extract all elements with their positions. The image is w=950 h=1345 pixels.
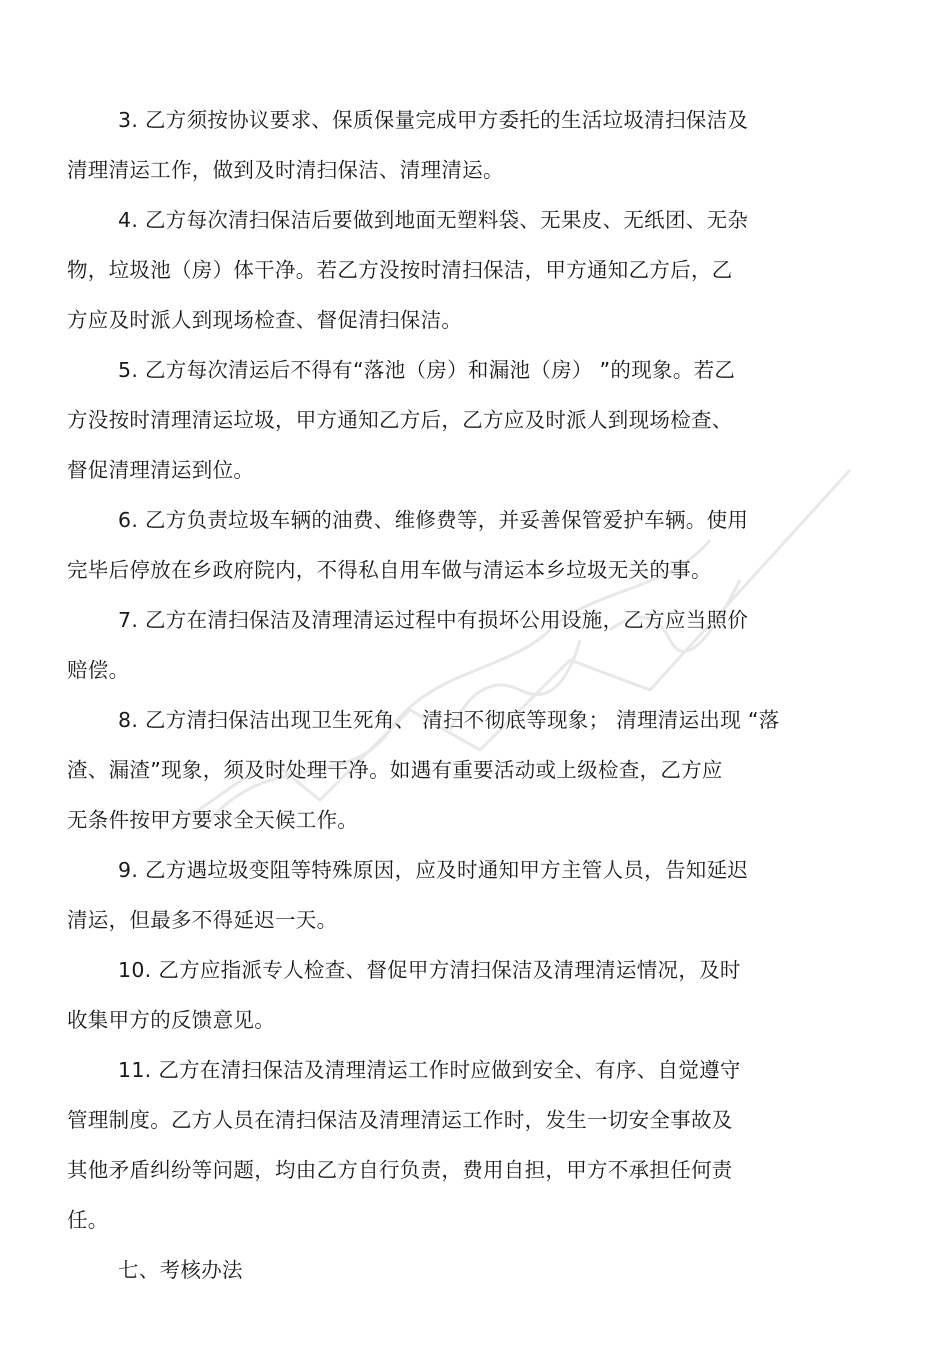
- watermark-icon: [150, 430, 870, 850]
- clause-10-line-2: 收集甲方的反馈意见。: [67, 1008, 275, 1032]
- clause-9-line-2: 清运，但最多不得延迟一天。: [67, 908, 338, 932]
- clause-8-line-2: 渣、漏渣”现象，须及时处理干净。如遇有重要活动或上级检查，乙方应: [67, 758, 723, 782]
- clause-5-line-3: 督促清理清运到位。: [67, 458, 255, 482]
- clause-8-line-1: 8. 乙方清扫保洁出现卫生死角、 清扫不彻底等现象； 清理清运出现 “落: [118, 708, 780, 732]
- clause-5-line-1: 5. 乙方每次清运后不得有“落池（房）和漏池（房） ”的现象。若乙: [118, 358, 736, 382]
- clause-3-line-2: 清理清运工作，做到及时清扫保洁、清理清运。: [67, 158, 504, 182]
- clause-4-line-2: 物，垃圾池（房）体干净。若乙方没按时清扫保洁，甲方通知乙方后，乙: [67, 258, 733, 282]
- clause-11-line-1: 11. 乙方在清扫保洁及清理清运工作时应做到安全、有序、自觉遵守: [118, 1058, 741, 1082]
- clause-7-line-1: 7. 乙方在清扫保洁及清理清运过程中有损坏公用设施，乙方应当照价: [118, 608, 749, 632]
- section-heading: 七、考核办法: [118, 1258, 243, 1282]
- clause-4-line-3: 方应及时派人到现场检查、督促清扫保洁。: [67, 308, 463, 332]
- clause-9-line-1: 9. 乙方遇垃圾变阻等特殊原因，应及时通知甲方主管人员，告知延迟: [118, 858, 749, 882]
- clause-3-line-1: 3. 乙方须按协议要求、保质保量完成甲方委托的生活垃圾清扫保洁及: [118, 108, 749, 132]
- clause-6-line-2: 完毕后停放在乡政府院内，不得私自用车做与清运本乡垃圾无关的事。: [67, 558, 712, 582]
- clause-7-line-2: 赔偿。: [67, 658, 130, 682]
- clause-11-line-2: 管理制度。乙方人员在清扫保洁及清理清运工作时，发生一切安全事故及: [67, 1108, 733, 1132]
- clause-6-line-1: 6. 乙方负责垃圾车辆的油费、维修费等，并妥善保管爱护车辆。使用: [118, 508, 749, 532]
- clause-11-line-3: 其他矛盾纠纷等问题，均由乙方自行负责，费用自担，甲方不承担任何责: [67, 1158, 733, 1182]
- clause-8-line-3: 无条件按甲方要求全天候工作。: [67, 808, 359, 832]
- clause-5-line-2: 方没按时清理清运垃圾，甲方通知乙方后，乙方应及时派人到现场检查、: [67, 408, 733, 432]
- clause-10-line-1: 10. 乙方应指派专人检查、督促甲方清扫保洁及清理清运情况，及时: [118, 958, 741, 982]
- clause-4-line-1: 4. 乙方每次清扫保洁后要做到地面无塑料袋、无果皮、无纸团、无杂: [118, 208, 749, 232]
- clause-11-line-4: 任。: [67, 1208, 109, 1232]
